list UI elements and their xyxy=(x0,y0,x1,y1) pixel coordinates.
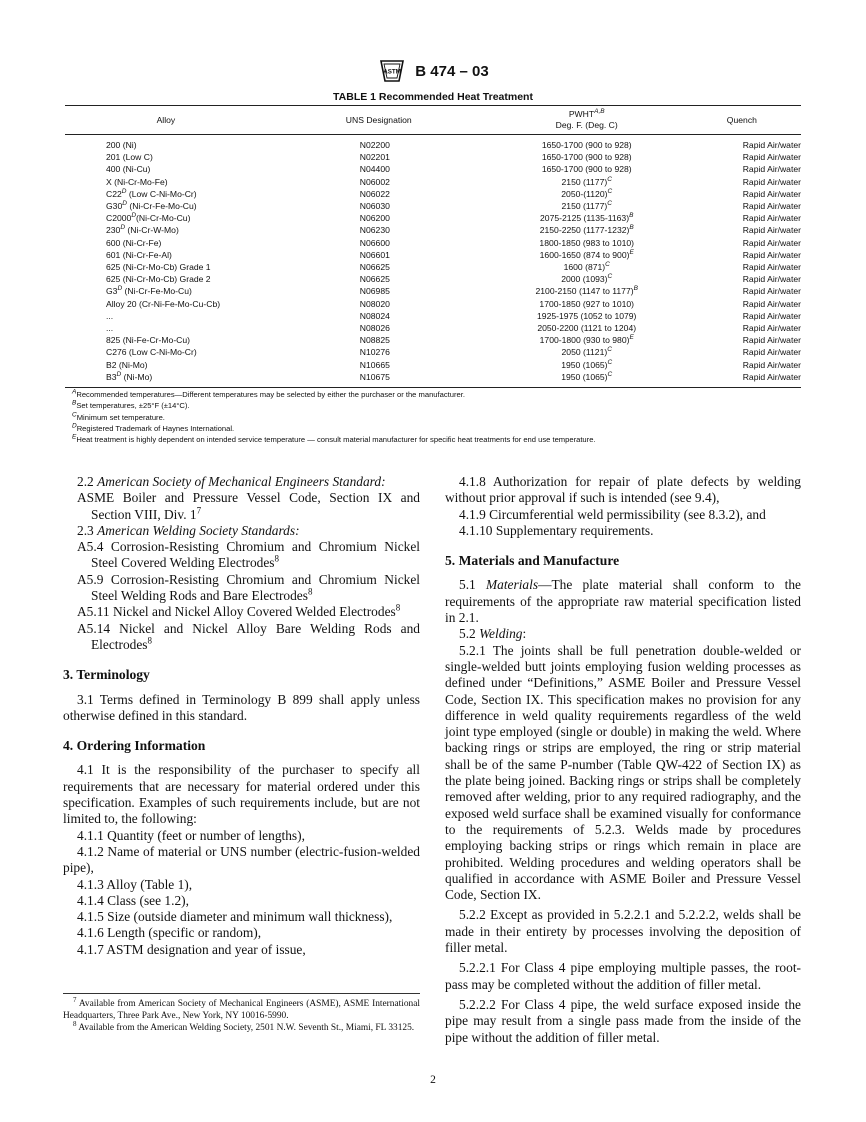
note-mark: E xyxy=(72,433,77,441)
aws-footnote-mark: 8 xyxy=(274,554,279,565)
table-row xyxy=(65,334,801,346)
section-3-heading: 3. Terminology xyxy=(63,667,150,683)
section-2-3 xyxy=(63,523,420,539)
temp-sup: E xyxy=(629,334,634,342)
table-notes xyxy=(72,389,802,445)
cell-quench: Rapid Air/water xyxy=(742,249,801,260)
cell-alloy xyxy=(65,298,267,310)
cell-temp xyxy=(491,334,683,346)
alloy-desc: (Ni-Cr-Fe-Mo-Cu) xyxy=(122,286,192,297)
ordering-item: 4.1.6 Length (specific or random), xyxy=(77,925,262,941)
temp-sup: C xyxy=(607,175,612,183)
ordering-items-left xyxy=(63,828,420,958)
footnotes xyxy=(63,993,420,1034)
cell-temp xyxy=(491,237,683,249)
col-pwht-line1: PWHT xyxy=(568,109,595,119)
cell-temp xyxy=(491,212,683,224)
asme-footnote-mark: 7 xyxy=(196,505,202,516)
temp-sup: C xyxy=(607,200,612,208)
cell-uns: N02201 xyxy=(359,152,390,163)
cell-uns: N08020 xyxy=(359,298,390,309)
temp-value: 2150-2250 (1177-1232) xyxy=(539,225,630,236)
left-column xyxy=(63,474,420,958)
cell-quench: Rapid Air/water xyxy=(742,201,801,212)
temp-sup: C xyxy=(607,187,613,195)
cell-alloy xyxy=(65,310,267,322)
cell-alloy xyxy=(65,163,267,175)
cell-uns: N06200 xyxy=(359,213,390,224)
alloy-name: ... xyxy=(106,310,114,321)
section-5-1 xyxy=(445,577,801,626)
alloy-name: 625 (Ni-Cr-Mo-Cb) Grade 2 xyxy=(106,274,211,285)
alloy-name: G30 xyxy=(106,201,123,212)
temp-value: 1925-1975 (1052 to 1079) xyxy=(537,310,637,321)
temp-value: 1800-1850 (983 to 1010) xyxy=(539,237,635,248)
table-row xyxy=(65,359,801,371)
section-5-1-text: —The plate material shall conform to the requirements of the appropriate raw material specification listed in 2.1. xyxy=(445,577,801,626)
section-2-2-title: American Society of Mechanical Engineers Standard: xyxy=(97,474,386,489)
alloy-sup: D xyxy=(131,212,137,220)
alloy-name: 625 (Ni-Cr-Mo-Cb) Grade 1 xyxy=(106,262,211,273)
section-2-2 xyxy=(63,474,420,490)
cell-uns: N08024 xyxy=(359,310,390,321)
table-row xyxy=(65,163,801,175)
footnote-text: Available from the American Welding Society, 2501 N.W. Seventh St., Miami, FL 33125. xyxy=(78,1023,415,1033)
cell-uns: N06625 xyxy=(359,262,390,273)
cell-temp xyxy=(491,285,683,297)
cell-quench: Rapid Air/water xyxy=(742,262,801,273)
cell-uns: N10675 xyxy=(267,371,491,388)
temp-value: 1650-1700 (900 to 928) xyxy=(541,140,632,150)
ordering-item: 4.1.3 Alloy (Table 1), xyxy=(77,876,193,892)
section-5-2-num: 5.2 xyxy=(459,626,476,642)
alloy-name: B3 xyxy=(106,371,117,382)
cell-alloy xyxy=(65,224,267,236)
alloy-name: B2 (Ni-Mo) xyxy=(106,359,148,370)
temp-value: 2075-2125 (1135-1163) xyxy=(540,213,630,224)
temp-sup: B xyxy=(629,224,634,232)
cell-temp xyxy=(491,261,683,273)
alloy-name: C276 (Low C-Ni-Mo-Cr) xyxy=(106,347,197,358)
table-row xyxy=(65,346,801,358)
alloy-name: 200 (Ni) xyxy=(106,140,137,150)
section-2-2-num: 2.2 xyxy=(77,474,94,489)
temp-value: 1600 (871) xyxy=(563,262,606,273)
cell-alloy xyxy=(65,188,267,200)
cell-quench: Rapid Air/water xyxy=(742,286,801,297)
table-note xyxy=(72,423,802,434)
cell-alloy xyxy=(65,151,267,163)
alloy-desc: (Ni-Mo) xyxy=(121,371,153,382)
cell-uns: N06625 xyxy=(359,274,390,285)
cell-uns: N06601 xyxy=(359,249,390,260)
cell-temp xyxy=(491,371,683,388)
temp-value: 2150 (1177) xyxy=(561,176,608,187)
astm-logo-icon xyxy=(377,58,407,84)
table-row xyxy=(65,249,801,261)
note-text: Recommended temperatures—Different temperatures may be selected by either the purchaser or the manufacturer. xyxy=(76,390,465,399)
note-text: Registered Trademark of Haynes International. xyxy=(76,423,235,433)
designation: B 474 – 03 xyxy=(415,62,489,80)
cell-quench: Rapid Air/water xyxy=(742,310,801,321)
cell-uns: N06022 xyxy=(359,188,390,199)
page-number: 2 xyxy=(430,1074,436,1086)
alloy-sup: D xyxy=(120,224,126,232)
table-note xyxy=(72,389,802,400)
cell-uns: N08026 xyxy=(359,323,390,334)
aws-standard xyxy=(63,621,420,654)
alloy-name: G3 xyxy=(106,286,118,297)
cell-temp xyxy=(491,151,683,163)
aws-standard xyxy=(63,604,420,620)
cell-quench: Rapid Air/water xyxy=(742,188,801,199)
temp-sup: C xyxy=(607,371,613,378)
temp-sup: C xyxy=(607,346,612,354)
section-5-1-num: 5.1 xyxy=(459,577,476,593)
cell-temp xyxy=(491,298,683,310)
table-header-row xyxy=(65,106,801,135)
cell-temp xyxy=(491,322,683,334)
aws-standard xyxy=(63,572,420,605)
cell-temp xyxy=(491,273,683,285)
cell-temp xyxy=(491,176,683,188)
cell-uns: N06002 xyxy=(359,176,390,187)
section-2-3-num: 2.3 xyxy=(77,522,94,538)
ordering-item: 4.1.7 ASTM designation and year of issue, xyxy=(77,941,306,957)
cell-quench: Rapid Air/water xyxy=(742,359,801,370)
table-row xyxy=(65,224,801,236)
page-header xyxy=(0,58,866,84)
table-row xyxy=(65,261,801,273)
alloy-sup: D xyxy=(121,187,127,195)
temp-value: 1650-1700 (900 to 928) xyxy=(541,164,632,175)
footnote xyxy=(63,995,420,1022)
col-pwht-sup: A,B xyxy=(594,108,605,116)
footnote-text: Available from American Society of Mechanical Engineers (ASME), ASME International Headquarters, Three Park Ave., New York, NY 10016-5990. xyxy=(63,999,420,1021)
asme-reference xyxy=(63,490,420,523)
cell-uns: N06030 xyxy=(359,201,390,212)
footnote-num: 8 xyxy=(73,1019,77,1028)
alloy-name: 825 (Ni-Fe-Cr-Mo-Cu) xyxy=(106,335,191,346)
alloy-name: 600 (Ni-Cr-Fe) xyxy=(106,237,162,248)
footnote xyxy=(63,1019,420,1034)
cell-alloy xyxy=(65,322,267,334)
cell-quench: Rapid Air/water xyxy=(683,371,801,388)
alloy-name: 400 (Ni-Cu) xyxy=(106,164,151,175)
aws-standard-text: A5.11 Nickel and Nickel Alloy Covered Welded Electrodes xyxy=(77,604,396,620)
cell-quench: Rapid Air/water xyxy=(742,164,801,175)
table-body xyxy=(65,135,801,388)
alloy-name: C2000 xyxy=(106,213,132,224)
section-5-2-1: 5.2.1 The joints shall be full penetration double-welded or single-welded butt joints employing fusion welding processes as defined under “Definitions,” ASME Boiler and Pressure Vessel Code, Section IX. This specification makes no provision for any difference in weld quality requirements regardless of the weld joint type employed (single or double) in making the weld. Where backing rings or strips are employed, the ring or strip material shall be of the same P-number (Table QW-422 of Section IX) as the plate being joined. Backing rings or strips shall be completely removed after welding, prior to any required radiography, and the exposed weld surface shall be examined visually for conformance to the requirements of 5.2.3. Welds made by procedures employing backing strips or rings which remain in place are prohibited. Welding procedures and welding operators shall be qualified in accordance with ASME Boiler and Pressure Vessel Code, Section IX. xyxy=(445,642,801,903)
temp-sup: B xyxy=(629,212,634,220)
alloy-desc: (Ni-Cr-W-Mo) xyxy=(125,225,179,236)
temp-value: 1950 (1065) xyxy=(561,371,608,382)
ordering-item: 4.1.5 Size (outside diameter and minimum wall thickness), xyxy=(77,909,393,925)
cell-alloy xyxy=(65,212,267,224)
cell-quench: Rapid Air/water xyxy=(742,298,801,309)
alloy-name: X (Ni-Cr-Mo-Fe) xyxy=(106,176,168,187)
alloy-name: 201 (Low C) xyxy=(106,152,153,163)
section-5-heading: 5. Materials and Manufacture xyxy=(445,553,620,569)
temp-value: 2150 (1177) xyxy=(561,201,608,212)
aws-footnote-mark: 8 xyxy=(307,586,313,597)
cell-quench: Rapid Air/water xyxy=(742,176,801,187)
temp-value: 1950 (1065) xyxy=(561,359,608,370)
temp-value: 1600-1650 (874 to 900) xyxy=(539,249,630,260)
table-row xyxy=(65,237,801,249)
col-pwht xyxy=(491,106,683,135)
cell-alloy xyxy=(65,334,267,346)
cell-uns: N10276 xyxy=(359,347,390,358)
footnote-num: 7 xyxy=(73,995,77,1004)
col-quench: Quench xyxy=(683,106,801,135)
aws-standard-text: A5.14 Nickel and Nickel Alloy Bare Welding Rods and Electrodes xyxy=(77,620,420,652)
cell-quench: Rapid Air/water xyxy=(742,323,801,334)
cell-temp xyxy=(491,200,683,212)
table-row xyxy=(65,200,801,212)
cell-uns: N04400 xyxy=(359,164,390,175)
col-pwht-line2: Deg. F. (Deg. C) xyxy=(555,120,618,130)
cell-alloy xyxy=(65,176,267,188)
note-mark: D xyxy=(72,422,77,430)
section-5-2-title: Welding xyxy=(479,626,523,642)
section-4-1: 4.1 It is the responsibility of the purchaser to specify all requirements that are necessary for material ordered under this specification. Examples of such requirements include, but are not limited to, the following: xyxy=(63,762,420,827)
table-row xyxy=(65,285,801,297)
cell-uns: N06985 xyxy=(359,286,390,297)
table-row xyxy=(65,322,801,334)
note-mark: A xyxy=(72,388,77,396)
ordering-item: 4.1.9 Circumferential weld permissibility (see 8.3.2), and xyxy=(459,506,766,522)
alloy-desc: (Ni-Cr-Mo-Cu) xyxy=(136,213,191,224)
cell-alloy xyxy=(65,273,267,285)
cell-quench: Rapid Air/water xyxy=(742,274,801,285)
alloy-name: 601 (Ni-Cr-Fe-Al) xyxy=(106,249,172,260)
cell-uns: N06230 xyxy=(359,225,390,236)
temp-sup: B xyxy=(633,285,638,293)
temp-value: 1650-1700 (900 to 928) xyxy=(541,152,632,163)
cell-alloy xyxy=(65,200,267,212)
cell-alloy xyxy=(65,359,267,371)
temp-sup: C xyxy=(605,261,610,269)
alloy-name: Alloy 20 (Cr-Ni-Fe-Mo-Cu-Cb) xyxy=(106,298,221,309)
ordering-item: 4.1.10 Supplementary requirements. xyxy=(459,522,654,538)
aws-standard xyxy=(63,539,420,572)
cell-alloy xyxy=(65,346,267,358)
cell-alloy xyxy=(65,371,267,388)
table-note xyxy=(72,400,802,411)
cell-alloy xyxy=(65,285,267,297)
cell-alloy xyxy=(65,237,267,249)
cell-quench: Rapid Air/water xyxy=(742,335,801,346)
table-row xyxy=(65,371,801,388)
section-5-2: 5.2 Welding: xyxy=(459,626,527,642)
temp-sup: C xyxy=(607,273,613,281)
table-title: TABLE 1 Recommended Heat Treatment xyxy=(333,91,533,103)
cell-temp xyxy=(491,310,683,322)
aws-standard-text: A5.4 Corrosion-Resisting Chromium and Chromium Nickel Steel Covered Welding Electrodes xyxy=(77,539,420,571)
temp-value: 2050-2200 (1121 to 1204) xyxy=(537,323,637,334)
cell-quench: Rapid Air/water xyxy=(742,237,801,248)
table-note xyxy=(72,434,802,445)
ordering-items-right xyxy=(445,474,801,539)
aws-standards-list xyxy=(63,539,420,653)
ordering-item: 4.1.8 Authorization for repair of plate defects by welding without prior approval if such is intended (see 9.4), xyxy=(445,474,801,506)
table-row xyxy=(65,151,801,163)
cell-alloy xyxy=(65,249,267,261)
table-row xyxy=(65,212,801,224)
table-row xyxy=(65,135,801,152)
alloy-desc: (Ni-Cr-Fe-Mo-Cu) xyxy=(126,201,197,212)
cell-temp xyxy=(491,188,683,200)
section-3-1: 3.1 Terms defined in Terminology B 899 shall apply unless otherwise defined in this standard. xyxy=(63,691,420,723)
aws-footnote-mark: 8 xyxy=(395,602,401,613)
table-row xyxy=(65,273,801,285)
ordering-item: 4.1.2 Name of material or UNS number (electric-fusion-welded pipe), xyxy=(63,843,420,876)
alloy-sup: D xyxy=(116,371,122,378)
cell-temp xyxy=(491,163,683,175)
table-row xyxy=(65,176,801,188)
asme-reference-text: ASME Boiler and Pressure Vessel Code, Section IX and Section VIII, Div. 1 xyxy=(77,490,420,522)
col-uns: UNS Designation xyxy=(267,106,491,135)
table-note xyxy=(72,412,802,423)
temp-sup: C xyxy=(607,358,613,366)
cell-temp xyxy=(491,249,683,261)
ordering-item: 4.1.4 Class (see 1.2), xyxy=(77,892,189,908)
temp-value: 1700-1800 (930 to 980) xyxy=(539,335,630,346)
table-row xyxy=(65,188,801,200)
alloy-desc: (Low C-Ni-Mo-Cr) xyxy=(126,188,197,199)
alloy-name: C22 xyxy=(106,188,122,199)
section-5-2-2-2: 5.2.2.2 For Class 4 pipe, the weld surface exposed inside the pipe may result from a single pass made from the inside of the pipe without the addition of filler metal. xyxy=(445,996,801,1045)
cell-quench: Rapid Air/water xyxy=(742,152,801,163)
section-4-heading: 4. Ordering Information xyxy=(63,738,206,754)
logo-text: ASTM xyxy=(383,68,402,76)
alloy-sup: D xyxy=(117,285,123,293)
section-5-2-2: 5.2.2 Except as provided in 5.2.2.1 and 5.2.2.2, welds shall be made in their entirety by processes involving the deposition of filler metal. xyxy=(445,907,801,956)
cell-uns: N06600 xyxy=(359,237,390,248)
cell-alloy xyxy=(65,135,267,152)
right-column xyxy=(445,474,801,1046)
temp-value: 2100-2150 (1147 to 1177) xyxy=(535,286,634,297)
note-mark: C xyxy=(72,411,77,419)
heat-treatment-table xyxy=(65,105,801,388)
alloy-name: ... xyxy=(106,323,114,334)
aws-standard-text: A5.9 Corrosion-Resisting Chromium and Chromium Nickel Steel Welding Rods and Bare Electrodes xyxy=(77,571,420,604)
section-5-2-2-1: 5.2.2.1 For Class 4 pipe employing multiple passes, the root-pass may be completed without the addition of filler metal. xyxy=(445,960,801,992)
table-row xyxy=(65,298,801,310)
col-alloy: Alloy xyxy=(65,106,267,135)
cell-quench: Rapid Air/water xyxy=(742,213,801,224)
temp-sup: E xyxy=(629,248,634,256)
ordering-item: 4.1.1 Quantity (feet or number of lengths), xyxy=(77,827,305,843)
note-mark: B xyxy=(72,399,77,407)
cell-uns: N08825 xyxy=(359,335,390,346)
note-text: Heat treatment is highly dependent on intended service temperature — consult material manufacturer for specific heat treatments for end use temperature. xyxy=(76,435,596,445)
cell-temp xyxy=(491,359,683,371)
cell-quench: Rapid Air/water xyxy=(742,140,801,150)
table-row xyxy=(65,310,801,322)
temp-value: 1700-1850 (927 to 1010) xyxy=(539,298,635,309)
temp-value: 2050-(1120) xyxy=(561,188,608,199)
note-text: Set temperatures, ±25°F (±14°C). xyxy=(76,401,190,411)
cell-quench: Rapid Air/water xyxy=(742,347,801,358)
alloy-name: 230 xyxy=(106,225,121,236)
cell-temp xyxy=(491,346,683,358)
temp-value: 2050 (1121) xyxy=(561,347,608,358)
section-5-1-title: Materials xyxy=(485,577,539,593)
temp-value: 2000 (1093) xyxy=(561,274,608,285)
section-2-3-title: American Welding Society Standards: xyxy=(97,522,300,538)
cell-quench: Rapid Air/water xyxy=(742,225,801,236)
cell-alloy xyxy=(65,261,267,273)
cell-uns: N02200 xyxy=(359,140,390,150)
note-text: Minimum set temperature. xyxy=(76,412,165,422)
aws-footnote-mark: 8 xyxy=(147,635,153,646)
cell-temp xyxy=(491,224,683,236)
cell-uns: N10665 xyxy=(359,359,390,370)
cell-temp xyxy=(491,135,683,152)
alloy-sup: D xyxy=(122,200,127,208)
